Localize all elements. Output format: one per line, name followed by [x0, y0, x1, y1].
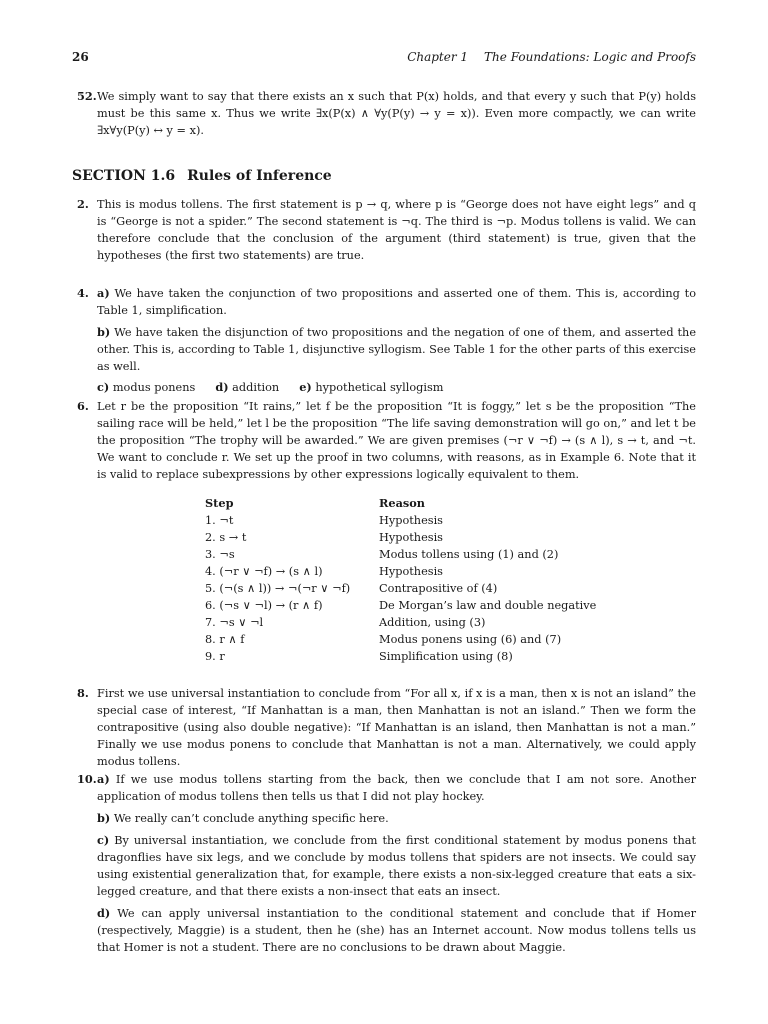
exercise-text: Let r be the proposition “It rains,” let f be the proposition “It is foggy,” let s be the proposition “The sailing race will be held,” let l be the proposition “The life saving demonstration will go on,” and let t be the proposition “The trophy will be awarded.” We are given premises (¬r ∨ ¬f) → (s ∧ l), s → t, and ¬t. We want to conclude r. We set up the proof in two columns, with reasons, as in Example 6. Note that it is valid to replace subexpressions by other expressions logically equivalent to them.	[97, 400, 696, 481]
proof-row	[205, 597, 605, 614]
part-label: e)	[299, 380, 312, 394]
part-label: b)	[97, 811, 111, 825]
exercise-number: 2.	[77, 197, 89, 211]
part-a	[97, 771, 696, 805]
step-header: Step	[205, 496, 234, 510]
part-text: If we use modus tollens starting from the back, then we conclude that I am not sore. Another application of modus tollens then tells us that I did not play hockey.	[97, 773, 697, 803]
part-text: hypothetical syllogism	[315, 381, 444, 394]
part-c	[97, 379, 195, 396]
part-label: a)	[97, 772, 110, 786]
proof-step: 2. s → t	[205, 531, 247, 544]
part-c	[97, 832, 696, 900]
exercise-number: 10.	[77, 772, 97, 786]
part-label: a)	[97, 286, 110, 300]
section-label: SECTION 1.6	[72, 168, 176, 184]
proof-row	[205, 529, 605, 546]
part-e	[299, 379, 443, 396]
proof-step: 4. (¬r ∨ ¬f) → (s ∧ l)	[205, 565, 323, 578]
part-text: modus ponens	[112, 381, 196, 394]
part-d	[97, 905, 696, 956]
proof-step: 6. (¬s ∨ ¬l) → (r ∧ f)	[205, 599, 323, 612]
parts-cde	[97, 379, 696, 396]
proof-step: 8. r ∧ f	[205, 633, 245, 646]
proof-step: 1. ¬t	[205, 514, 234, 527]
proof-step: 9. r	[205, 650, 225, 663]
exercise-number: 6.	[77, 399, 89, 413]
part-text: We have taken the conjunction of two propositions and asserted one of them. This is, according to Table 1, simplification.	[97, 287, 696, 317]
part-a	[97, 285, 696, 319]
part-text: We really can’t conclude anything specific here.	[113, 812, 389, 825]
proof-reason: Modus tollens using (1) and (2)	[379, 548, 559, 561]
proof-step: 5. (¬(s ∧ l)) → ¬(¬r ∨ ¬f)	[205, 582, 351, 595]
proof-row	[205, 580, 605, 597]
exercise-10	[72, 771, 696, 956]
part-label: d)	[97, 906, 111, 920]
proof-row	[205, 563, 605, 580]
proof-step: 7. ¬s ∨ ¬l	[205, 616, 264, 629]
part-text: addition	[232, 381, 280, 394]
section-heading	[72, 168, 332, 184]
exercise-number: 8.	[77, 686, 89, 700]
proof-reason: Hypothesis	[379, 565, 443, 578]
proof-row	[205, 512, 605, 529]
proof-table	[205, 495, 605, 665]
section-title: Rules of Inference	[187, 168, 332, 184]
exercise-number: 4.	[77, 286, 89, 300]
exercise-8	[72, 685, 696, 770]
proof-row	[205, 614, 605, 631]
page	[72, 0, 696, 1024]
part-text: By universal instantiation, we conclude from the first conditional statement by modus ponens that dragonflies have six legs, and we conclude by modus tollens that spiders are not insects. We could say using existential generalization that, for example, there exists a non-six-legged creature that eats a six-legged creature, and that there exists a non-insect that eats an insect.	[97, 834, 696, 898]
proof-reason: Simplification using (8)	[379, 650, 513, 663]
proof-reason: Addition, using (3)	[379, 616, 486, 629]
part-label: d)	[215, 380, 229, 394]
exercise-52	[72, 88, 696, 139]
proof-row	[205, 631, 605, 648]
proof-reason: Hypothesis	[379, 531, 443, 544]
proof-reason: De Morgan’s law and double negative	[379, 599, 597, 612]
proof-reason: Hypothesis	[379, 514, 443, 527]
part-text: We have taken the disjunction of two propositions and the negation of one of them, and asserted the other. This is, according to Table 1, disjunctive syllogism. See Table 1 for the other parts of this exercise as well.	[97, 326, 696, 373]
exercise-text: We simply want to say that there exists an x such that P(x) holds, and that every y such that P(y) holds must be this same x. Thus we write ∃x(P(x) ∧ ∀y(P(y) → y = x)). Even more compactly, we can write ∃x∀y(P(y) ↔ y = x).	[97, 90, 696, 137]
running-header	[72, 50, 696, 68]
part-b	[97, 324, 696, 375]
page-number: 26	[72, 50, 89, 64]
proof-step: 3. ¬s	[205, 548, 235, 561]
chapter-heading	[407, 50, 696, 64]
exercise-number: 52.	[77, 89, 97, 103]
part-label: b)	[97, 325, 111, 339]
proof-row	[205, 648, 605, 665]
proof-reason: Modus ponens using (6) and (7)	[379, 633, 562, 646]
exercise-4	[72, 285, 696, 396]
exercise-text: This is modus tollens. The first statement is p → q, where p is “George does not have eight legs” and q is “George is not a spider.” The second statement is ¬q. The third is ¬p. Modus tollens is valid. We can therefore conclude that the conclusion of the argument (third statement) is true, given that the hypotheses (the first two statements) are true.	[97, 198, 696, 262]
part-text: We can apply universal instantiation to the conditional statement and conclude that if Homer (respectively, Maggie) is a student, then he (she) has an Internet account. Now modus tollens tells us that Homer is not a student. There are no conclusions to be drawn about Maggie.	[97, 907, 697, 954]
part-label: c)	[97, 833, 110, 847]
part-d	[215, 379, 279, 396]
chapter-title: The Foundations: Logic and Proofs	[484, 50, 696, 64]
part-label: c)	[97, 380, 110, 394]
proof-row	[205, 546, 605, 563]
part-b	[97, 810, 696, 827]
reason-header: Reason	[379, 496, 426, 510]
exercise-2	[72, 196, 696, 264]
exercise-6	[72, 398, 696, 483]
proof-header-row	[205, 495, 605, 512]
chapter-label: Chapter 1	[407, 50, 469, 64]
exercise-text: First we use universal instantiation to conclude from “For all x, if x is a man, then x is not an island” the special case of interest, “If Manhattan is a man, then Manhattan is not an island.” Then we form the contrapositive (using also double negative): “If Manhattan is an island, then Manhattan is not a man.” Finally we use modus ponens to conclude that Manhattan is not a man. Alternatively, we could apply modus tollens.	[97, 687, 696, 768]
proof-reason: Contrapositive of (4)	[379, 582, 498, 595]
